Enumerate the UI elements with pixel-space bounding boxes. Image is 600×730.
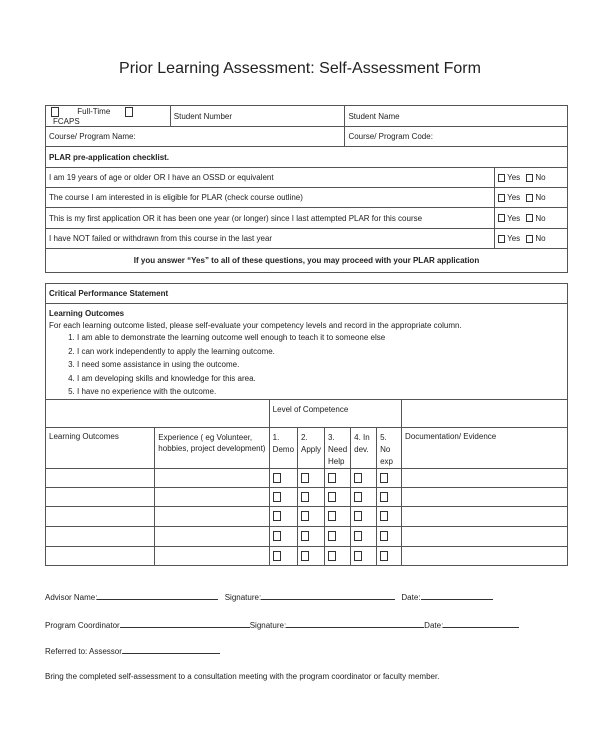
level-checkbox[interactable] <box>301 492 309 502</box>
yes-no-cell <box>495 168 568 188</box>
level-checkbox[interactable] <box>354 511 362 521</box>
level-item: 3. I need some assistance in using the outcome. <box>77 358 564 372</box>
table-row <box>46 546 568 565</box>
level-checkbox[interactable] <box>301 473 309 483</box>
yes-no-cell <box>495 188 568 208</box>
col-level-demo: 1. Demo <box>269 427 297 468</box>
course-program-code-field[interactable]: Course/ Program Code: <box>345 127 568 147</box>
instructions-text: For each learning outcome listed, please self-evaluate your competency levels and record in the appropriate column. <box>49 321 462 330</box>
yes-checkbox[interactable] <box>498 214 505 222</box>
no-checkbox[interactable] <box>526 235 533 243</box>
level-checkbox[interactable] <box>328 531 336 541</box>
level-checkbox[interactable] <box>380 531 388 541</box>
col-documentation: Documentation/ Evidence <box>402 427 568 468</box>
yes-checkbox[interactable] <box>498 235 505 243</box>
col-level-no-exp: 5. No exp <box>377 427 402 468</box>
signature-label: Signature: <box>224 593 262 602</box>
program-coordinator-field[interactable] <box>120 619 250 628</box>
col-level-need-help: 3. Need Help <box>325 427 351 468</box>
checklist-question: This is my first application OR it has been one year (or longer) since I last attempted PLAR for this course <box>46 208 495 229</box>
closing-note: Bring the completed self-assessment to a consultation meeting with the program coordinator or faculty member. <box>45 672 440 681</box>
yes-checkbox[interactable] <box>498 174 505 182</box>
table-row <box>46 487 568 506</box>
level-checkbox[interactable] <box>328 473 336 483</box>
referred-to-field[interactable] <box>122 645 220 654</box>
level-checkbox[interactable] <box>301 531 309 541</box>
fcaps-checkbox[interactable] <box>125 107 133 117</box>
checklist-header: PLAR pre-application checklist. <box>46 147 568 168</box>
fcaps-label: FCAPS <box>53 116 80 126</box>
referred-to-label: Referred to: Assessor <box>45 647 122 656</box>
signature-field[interactable] <box>261 591 395 600</box>
no-label: No <box>535 173 546 182</box>
advisor-signature-row <box>45 591 493 602</box>
level-checkbox[interactable] <box>301 551 309 561</box>
level-checkbox[interactable] <box>273 492 281 502</box>
fulltime-label: Full-Time <box>77 106 111 116</box>
yes-checkbox[interactable] <box>498 194 505 202</box>
level-checkbox[interactable] <box>380 492 388 502</box>
no-checkbox[interactable] <box>526 174 533 182</box>
signature-field[interactable] <box>286 619 424 628</box>
coordinator-signature-row <box>45 619 519 630</box>
date-field[interactable] <box>443 619 519 628</box>
table-row <box>46 468 568 487</box>
level-item: 4. I am developing skills and knowledge for this area. <box>77 372 564 386</box>
checklist-question: I have NOT failed or withdrawn from this course in the last year <box>46 229 495 249</box>
yes-label: Yes <box>507 173 521 182</box>
level-checkbox[interactable] <box>354 551 362 561</box>
level-checkbox[interactable] <box>328 511 336 521</box>
fulltime-checkbox[interactable] <box>51 107 59 117</box>
program-coordinator-label: Program Coordinator <box>45 621 120 630</box>
date-label: Date: <box>424 621 444 630</box>
level-checkbox[interactable] <box>380 473 388 483</box>
enrollment-type-cell <box>46 106 171 127</box>
col-experience: Experience ( eg Volunteer, hobbies, project development) <box>155 427 269 468</box>
learning-outcomes-instructions <box>46 304 568 400</box>
level-checkbox[interactable] <box>273 473 281 483</box>
col-level-in-dev: 4. In dev. <box>351 427 377 468</box>
date-field[interactable] <box>421 591 493 600</box>
yes-label: Yes <box>507 193 521 202</box>
level-checkbox[interactable] <box>273 551 281 561</box>
no-label: No <box>535 234 546 243</box>
yes-label: Yes <box>507 213 521 223</box>
advisor-name-label: Advisor Name: <box>45 593 98 602</box>
level-checkbox[interactable] <box>273 531 281 541</box>
no-checkbox[interactable] <box>526 214 533 222</box>
page-title: Prior Learning Assessment: Self-Assessment Form <box>119 60 481 77</box>
no-label: No <box>535 193 546 202</box>
no-label: No <box>535 213 546 223</box>
level-item: 2. I can work independently to apply the learning outcome. <box>77 345 564 359</box>
no-checkbox[interactable] <box>526 194 533 202</box>
level-checkbox[interactable] <box>328 551 336 561</box>
yes-label: Yes <box>507 234 521 243</box>
learning-outcomes-title: Learning Outcomes <box>49 309 125 318</box>
checklist-question: The course I am interested in is eligible for PLAR (check course outline) <box>46 188 495 208</box>
course-program-name-field[interactable]: Course/ Program Name: <box>46 127 345 147</box>
student-name-field[interactable]: Student Name <box>345 106 568 127</box>
signature-label: Signature: <box>249 621 287 630</box>
self-assessment-table <box>45 283 568 566</box>
proceed-note: If you answer “Yes” to all of these questions, you may proceed with your PLAR application <box>46 249 568 273</box>
referred-to-row <box>45 645 220 656</box>
level-of-competence-header: Level of Competence <box>269 399 401 427</box>
level-checkbox[interactable] <box>273 511 281 521</box>
level-checkbox[interactable] <box>380 511 388 521</box>
table-row <box>46 506 568 526</box>
level-checkbox[interactable] <box>380 551 388 561</box>
competence-level-list <box>49 331 564 399</box>
student-number-field[interactable]: Student Number <box>170 106 345 127</box>
level-item: 1. I am able to demonstrate the learning outcome well enough to teach it to someone else <box>77 331 564 345</box>
level-checkbox[interactable] <box>354 492 362 502</box>
level-checkbox[interactable] <box>301 511 309 521</box>
critical-performance-header: Critical Performance Statement <box>46 284 568 304</box>
level-item: 5. I have no experience with the outcome. <box>77 385 564 399</box>
col-learning-outcomes: Learning Outcomes <box>46 427 155 468</box>
yes-no-cell <box>495 229 568 249</box>
table-row <box>46 526 568 546</box>
date-label: Date: <box>401 593 421 602</box>
yes-no-cell <box>495 208 568 229</box>
checklist-table <box>45 105 568 273</box>
level-checkbox[interactable] <box>354 531 362 541</box>
level-checkbox[interactable] <box>328 492 336 502</box>
col-level-apply: 2. Apply <box>298 427 325 468</box>
checklist-question: I am 19 years of age or older OR I have an OSSD or equivalent <box>46 168 495 188</box>
level-checkbox[interactable] <box>354 473 362 483</box>
advisor-name-field[interactable] <box>97 591 218 600</box>
